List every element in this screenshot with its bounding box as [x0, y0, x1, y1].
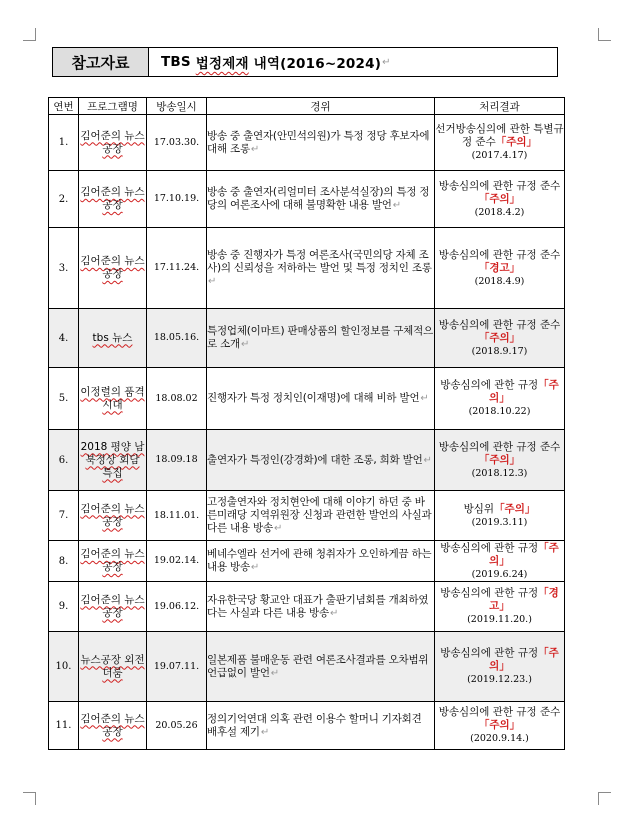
paragraph-mark-icon: ↵ — [329, 607, 339, 619]
row-number-cell: 10. — [49, 632, 79, 702]
broadcast-date-cell: 19.07.11. — [147, 632, 207, 702]
program-name-cell — [79, 632, 147, 702]
result-cell — [435, 228, 565, 309]
sanction-level: 「주의」 — [489, 647, 559, 672]
result-cell — [435, 309, 565, 368]
result-date: (2018.12.3) — [471, 467, 528, 479]
program-name: 김어준의 뉴스공장 — [80, 255, 145, 280]
result-date: (2017.4.17) — [471, 150, 528, 161]
sanction-level: 「주의」 — [478, 331, 521, 344]
paragraph-mark-icon: ↵ — [273, 523, 283, 534]
table-row — [49, 430, 565, 491]
broadcast-date-cell: 17.11.24. — [147, 228, 207, 309]
paragraph-mark-icon: ↵ — [423, 454, 432, 466]
program-name: tbs 뉴스 — [92, 331, 133, 344]
program-name: 뉴스공장 외전 더룸 — [80, 653, 145, 679]
result-rule: 방송심의에 관한 규정 — [440, 379, 539, 391]
program-name-cell — [79, 491, 147, 541]
sanction-level: 「주의」 — [478, 719, 521, 731]
incident-description: 자유한국당 황교안 대표가 출판기념회를 개최하였다는 사실과 다른 내용 방송 — [207, 593, 429, 619]
result-cell — [435, 491, 565, 541]
incident-description-cell — [207, 115, 435, 171]
page-corner-mark — [598, 28, 611, 41]
row-number-cell: 8. — [49, 541, 79, 582]
row-number-cell: 5. — [49, 368, 79, 430]
paragraph-mark-icon: ↵ — [270, 667, 279, 679]
incident-description-cell — [207, 632, 435, 702]
title-highlight: 법정제재 — [195, 56, 249, 72]
broadcast-date-cell: 18.05.16. — [147, 309, 207, 368]
broadcast-date-cell: 19.06.12. — [147, 582, 207, 632]
row-number-cell: 7. — [49, 491, 79, 541]
result-cell — [435, 632, 565, 702]
incident-description-cell — [207, 171, 435, 228]
incident-description-cell — [207, 309, 435, 368]
incident-description: 정의기억연대 의혹 관련 이용수 할머니 기자회견 배후설 제기 — [207, 712, 422, 738]
row-number-cell: 4. — [49, 309, 79, 368]
table-row — [49, 228, 565, 309]
paragraph-mark-icon: ↵ — [208, 275, 217, 287]
result-cell — [435, 171, 565, 228]
result-rule: 방송심의에 관한 규정 준수 — [438, 440, 561, 453]
paragraph-mark-icon: ↵ — [260, 726, 270, 738]
incident-description-cell — [207, 541, 435, 582]
program-name-cell — [79, 430, 147, 491]
paragraph-mark-icon: ↵ — [250, 143, 260, 155]
column-header: 경위 — [207, 98, 435, 115]
program-name: 김어준의 뉴스공장 — [80, 186, 145, 211]
program-name: 김어준의 뉴스공장 — [80, 129, 145, 155]
result-rule: 방송심의에 관한 규정 — [440, 587, 539, 599]
incident-description: 일본제품 불매운동 관련 여론조사결과를 오차범위 언급없이 발언 — [207, 653, 429, 679]
title-suffix: 내역(2016~2024) — [248, 56, 382, 72]
sanction-level: 「주의」 — [478, 453, 521, 466]
incident-description-cell — [207, 491, 435, 541]
reference-label: 참고자료 — [53, 48, 149, 76]
incident-description: 방송 중 출연자(안민석의원)가 특정 정당 후보자에 대해 조롱 — [207, 129, 430, 155]
row-number-cell: 3. — [49, 228, 79, 309]
row-number-cell: 2. — [49, 171, 79, 228]
result-date: (2018.10.22) — [468, 406, 531, 417]
program-name-cell — [79, 541, 147, 582]
table-row — [49, 171, 565, 228]
result-rule: 방송심의에 관한 규정 준수 — [438, 318, 561, 331]
incident-description-cell — [207, 702, 435, 750]
page-corner-mark — [23, 792, 36, 805]
broadcast-date-cell: 20.05.26 — [147, 702, 207, 750]
paragraph-mark-icon: ↵ — [240, 339, 250, 350]
title-prefix: TBS — [161, 54, 196, 70]
result-rule: 방송심의에 관한 규정 준수 — [438, 179, 561, 192]
incident-description-cell — [207, 430, 435, 491]
result-cell — [435, 430, 565, 491]
result-rule: 방송심의에 관한 규정 준수 — [438, 248, 561, 261]
incident-description: 출연자가 특정인(강경화)에 대한 조롱, 희화 발언 — [207, 453, 423, 466]
result-date: (2018.4.2) — [474, 206, 525, 218]
column-header: 방송일시 — [147, 98, 207, 115]
row-number-cell: 6. — [49, 430, 79, 491]
page-corner-mark — [23, 28, 36, 41]
broadcast-date-cell: 18.09.18 — [147, 430, 207, 491]
table-row — [49, 702, 565, 750]
incident-description: 진행자가 특정 정치인(이재명)에 대해 비하 발언 — [207, 392, 420, 404]
sanction-level: 「주의」 — [494, 502, 536, 515]
column-header: 처리결과 — [435, 98, 565, 115]
row-number-cell: 11. — [49, 702, 79, 750]
sanction-level: 「경고」 — [489, 587, 559, 612]
result-date: (2018.9.17) — [471, 345, 528, 357]
result-rule: 방송심의에 관한 규정 준수 — [438, 706, 561, 718]
sanction-level: 「주의」 — [478, 192, 521, 205]
program-name-cell — [79, 228, 147, 309]
result-rule: 방송심의에 관한 규정 — [440, 541, 539, 554]
result-cell — [435, 702, 565, 750]
result-rule: 선거방송심의에 관한 특별규정 준수 — [435, 123, 564, 148]
program-name: 이정렬의 품격시대 — [80, 385, 145, 411]
sanction-level: 「주의」 — [495, 136, 538, 148]
broadcast-date-cell: 19.02.14. — [147, 541, 207, 582]
sanction-level: 「경고」 — [478, 261, 521, 274]
result-date: (2019.6.24) — [471, 568, 528, 580]
incident-description: 특정업체(이마트) 판매상품의 할인정보를 구체적으로 소개 — [207, 325, 434, 350]
result-date: (2020.9.14.) — [470, 733, 529, 744]
broadcast-date-cell: 18.08.02 — [147, 368, 207, 430]
result-cell — [435, 541, 565, 582]
program-name-cell — [79, 582, 147, 632]
result-cell — [435, 115, 565, 171]
table-row — [49, 541, 565, 582]
row-number-cell: 9. — [49, 582, 79, 632]
program-name-cell — [79, 115, 147, 171]
paragraph-mark-icon: ↵ — [392, 200, 401, 211]
program-name-cell — [79, 171, 147, 228]
table-row — [49, 115, 565, 171]
program-name-cell — [79, 702, 147, 750]
table-row — [49, 582, 565, 632]
document-header — [52, 47, 558, 77]
broadcast-date-cell: 18.11.01. — [147, 491, 207, 541]
program-name: 김어준의 뉴스공장 — [80, 548, 145, 573]
incident-description-cell — [207, 368, 435, 430]
incident-description: 베네수엘라 선거에 관해 청취자가 오인하게끔 하는 내용 방송 — [207, 548, 432, 573]
result-cell — [435, 368, 565, 430]
broadcast-date-cell: 17.03.30. — [147, 115, 207, 171]
table-row — [49, 491, 565, 541]
result-date: (2018.4.9) — [474, 275, 525, 287]
result-rule: 방심위 — [463, 502, 495, 515]
program-name-cell — [79, 309, 147, 368]
document-title — [149, 48, 557, 76]
incident-description: 방송 중 진행자가 특정 여론조사(국민의당 자체 조사)의 신뢰성을 저하하는 발언 및 특정 정치인 조롱 — [207, 248, 432, 274]
page-corner-mark — [598, 792, 611, 805]
incident-description-cell — [207, 582, 435, 632]
paragraph-mark-icon: ↵ — [382, 56, 391, 68]
incident-description: 방송 중 출연자(리얼미터 조사분석실장)의 특정 정당의 여론조사에 대해 불명확한 내용 발언 — [207, 186, 430, 211]
incident-description: 고정출연자와 정치현안에 대해 이야기 하던 중 바른미래당 지역위원장 신청과 관련한 발언의 사실과 다른 내용 방송 — [207, 496, 432, 534]
program-name: 김어준의 뉴스공장 — [80, 502, 145, 528]
program-name-cell — [79, 368, 147, 430]
result-date: (2019.11.20.) — [467, 614, 532, 625]
result-rule: 방송심의에 관한 규정 — [440, 647, 539, 659]
broadcast-date-cell: 17.10.19. — [147, 171, 207, 228]
column-header: 연번 — [49, 98, 79, 115]
incident-description-cell — [207, 228, 435, 309]
sanctions-table — [48, 97, 565, 750]
sanction-level: 「주의」 — [489, 379, 559, 404]
sanction-level: 「주의」 — [489, 541, 559, 567]
column-header: 프로그램명 — [79, 98, 147, 115]
program-name: 김어준의 뉴스공장 — [80, 712, 145, 738]
program-name: 김어준의 뉴스공장 — [80, 593, 145, 619]
result-cell — [435, 582, 565, 632]
program-name: 2018 평양 남북정상 회담 특집 — [80, 440, 145, 479]
table-row — [49, 632, 565, 702]
table-header-row — [49, 98, 565, 115]
row-number-cell: 1. — [49, 115, 79, 171]
paragraph-mark-icon: ↵ — [420, 393, 429, 404]
table-row — [49, 309, 565, 368]
result-date: (2019.3.11) — [471, 516, 528, 528]
table-row — [49, 368, 565, 430]
paragraph-mark-icon: ↵ — [250, 562, 260, 573]
result-date: (2019.12.23.) — [467, 674, 532, 685]
